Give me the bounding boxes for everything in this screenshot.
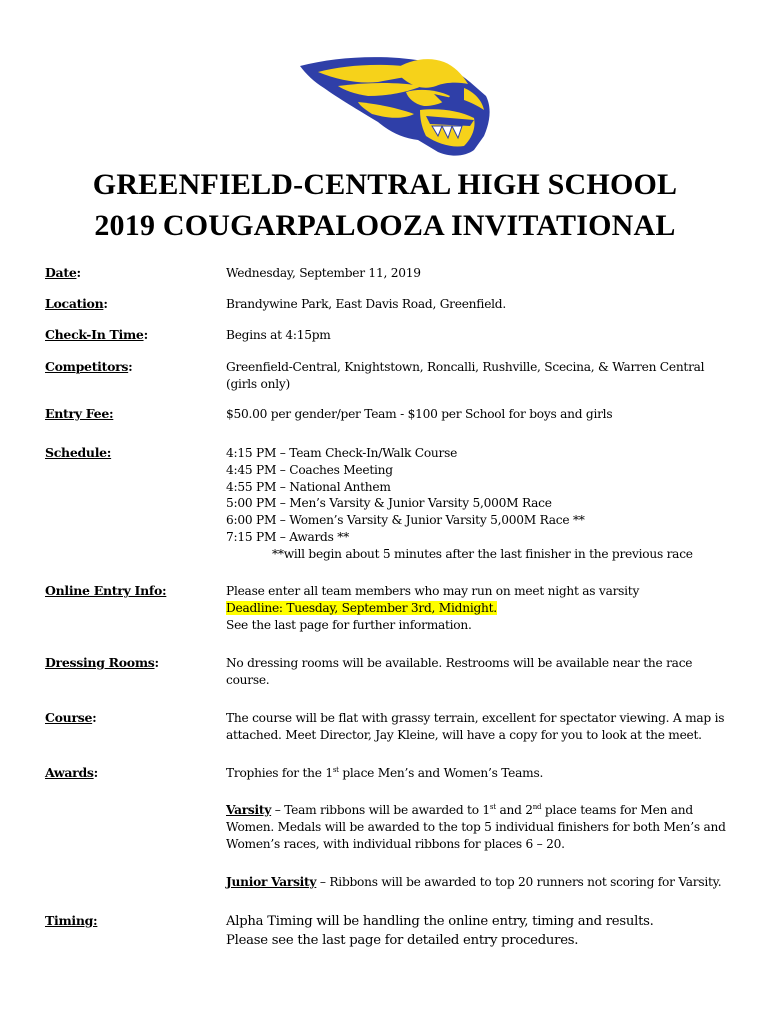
course-label: Course: [45,710,97,725]
schedule-item: 4:45 PM – Coaches Meeting [226,462,393,477]
competitors-value: Greenfield-Central, Knightstown, Roncalli, Rushville, Scecina, & Warren Central (girls only) [226,360,705,391]
checkin-label: Check-In Time: [45,327,148,342]
schedule-item: 7:15 PM – Awards ** [226,529,349,544]
online-entry-value: Please enter all team members who may run on meet night as varsity Deadline: Tuesday, September 3rd, Midnight. See the last page for further information. [226,584,640,632]
checkin-value: Begins at 4:15pm [226,328,331,342]
title-line-2: 2019 COUGARPALOOZA INVITATIONAL [94,209,676,242]
awards-trophies: Trophies for the 1st place Men’s and Women’s Teams. [226,766,544,780]
timing-value: Alpha Timing will be handling the online entry, timing and results. Please see the last page for detailed entry procedures. [226,914,654,948]
deadline-highlight: Deadline: Tuesday, September 3rd, Midnight. [226,600,497,615]
cougar-mascot-logo [298,52,494,158]
timing-label: Timing: [45,913,98,928]
schedule-item: 4:15 PM – Team Check-In/Walk Course [226,446,458,460]
schedule-note: **will begin about 5 minutes after the last finisher in the previous race [272,546,693,561]
location-label: Location: [45,296,108,311]
schedule-list [226,445,726,563]
junior-varsity-heading: Junior Varsity [226,875,317,889]
varsity-heading: Varsity [226,803,272,817]
date-value: Wednesday, September 11, 2019 [226,266,421,280]
awards-varsity: Varsity – Team ribbons will be awarded to 1st and 2nd place teams for Men and Women. Medals will be awarded to the top 5 individual finishers for both Men’s and Women’s races, with individual ribbons for places 6 – 20. [226,803,726,851]
awards-junior-varsity: Junior Varsity – Ribbons will be awarded to top 20 runners not scoring for Varsity. [226,875,722,889]
title-line-1: GREENFIELD-CENTRAL HIGH SCHOOL [92,168,678,201]
date-label: Date: [45,265,81,280]
location-value: Brandywine Park, East Davis Road, Greenfield. [226,297,506,311]
entry-fee-value: $50.00 per gender/per Team - $100 per School for boys and girls [226,407,613,421]
schedule-item: 5:00 PM – Men’s Varsity & Junior Varsity 5,000M Race [226,496,552,511]
schedule-item: 4:55 PM – National Anthem [226,479,391,494]
online-entry-label: Online Entry Info: [45,583,167,598]
awards-label: Awards: [45,765,98,780]
schedule-label: Schedule: [45,445,112,460]
dressing-rooms-value: No dressing rooms will be available. Restrooms will be available near the race course. [226,656,693,687]
course-value: The course will be flat with grassy terrain, excellent for spectator viewing. A map is attached. Meet Director, Jay Kleine, will have a copy for you to look at the meet. [226,711,725,742]
entry-fee-label: Entry Fee: [45,406,114,421]
competitors-label: Competitors: [45,359,133,374]
dressing-rooms-label: Dressing Rooms: [45,655,159,670]
schedule-item: 6:00 PM – Women’s Varsity & Junior Varsity 5,000M Race ** [226,513,585,528]
